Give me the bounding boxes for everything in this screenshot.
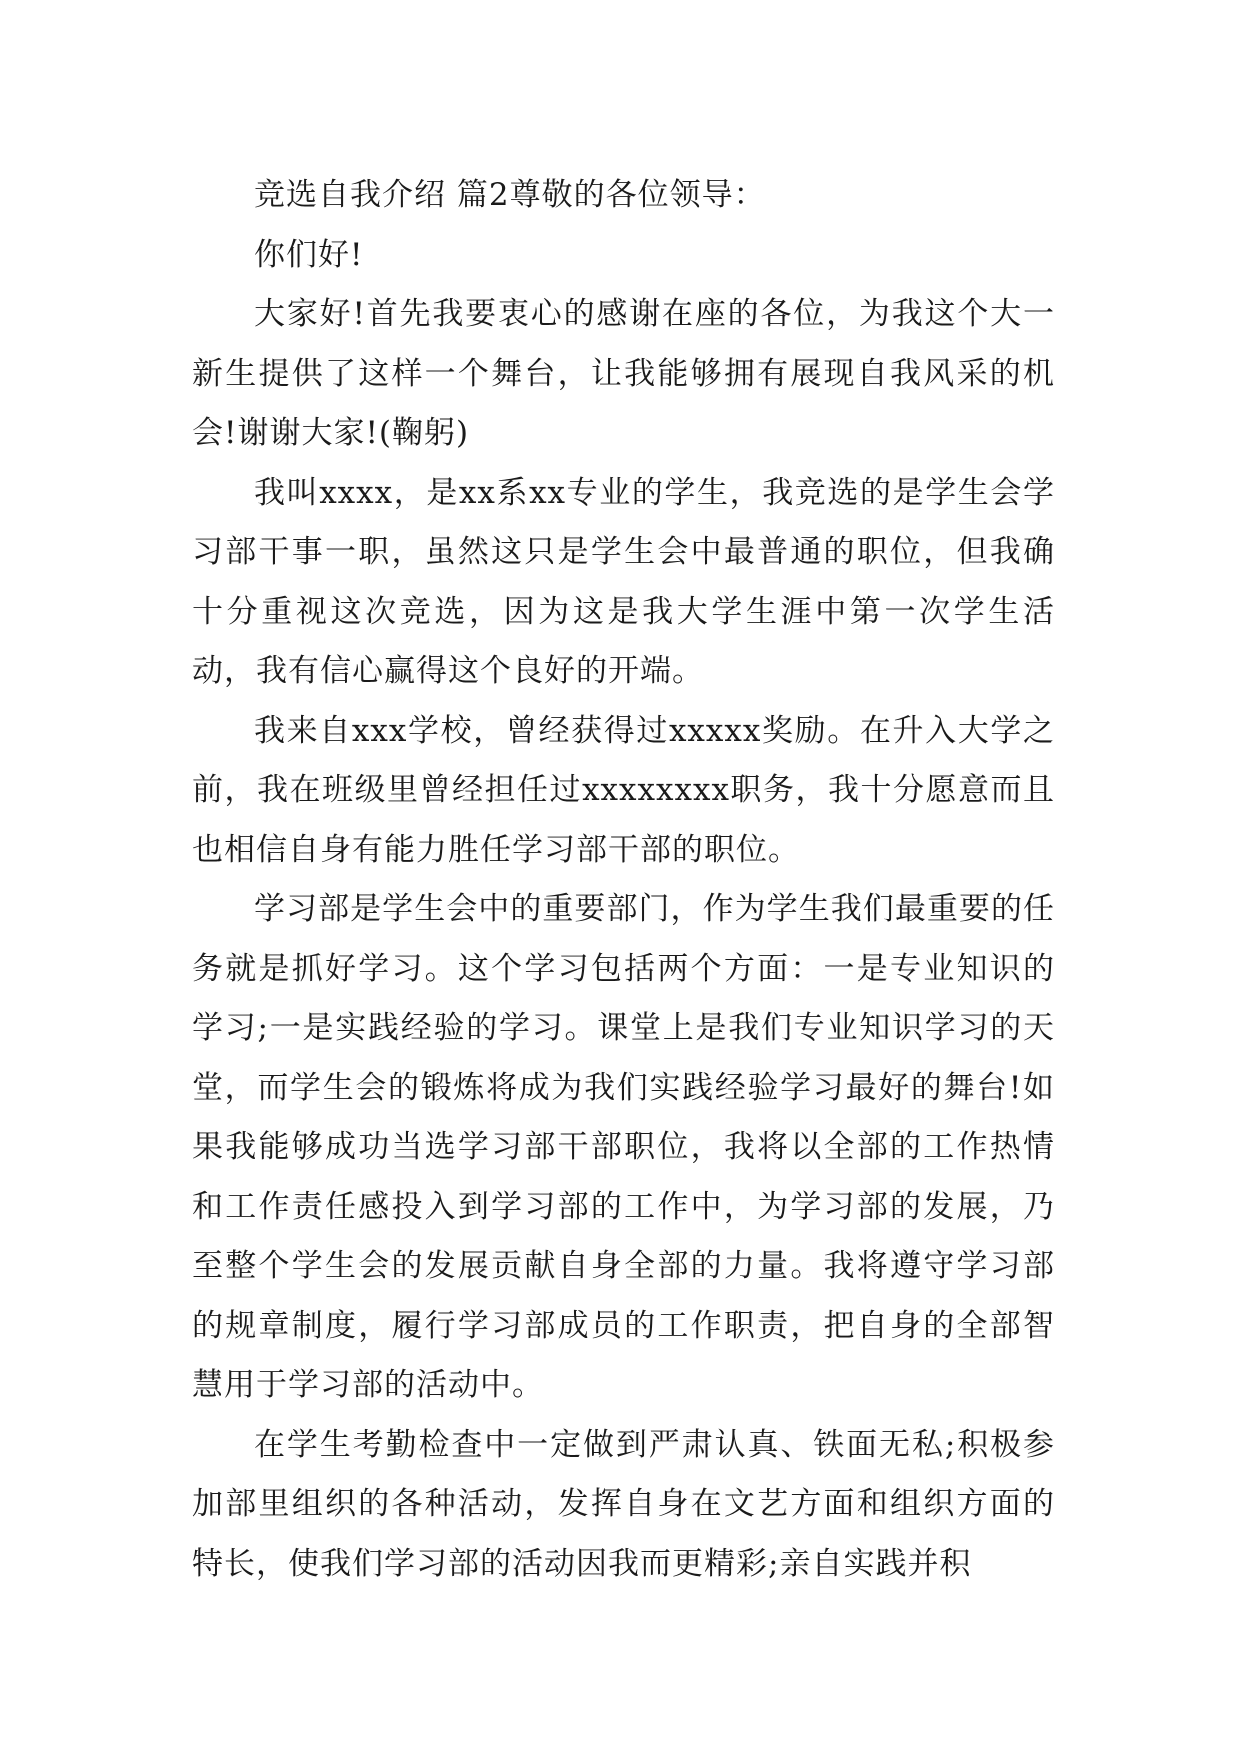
paragraph-greeting: 你们好! [254,236,364,273]
paragraph-commitments: 在学生考勤检查中一定做到严肃认真、铁面无私;积极参加部里组织的各种活动，发挥自身在文艺方面和组织方面的特长，使我们学习部的活动因我而更精彩;亲自实践并积 [192,1426,1055,1582]
paragraph-background: 我来自xxx学校，曾经获得过xxxxx奖励。在升入大学之前，我在班级里曾经担任过xxxxxxxx职务，我十分愿意而且也相信自身有能力胜任学习部干部的职位。 [192,712,1055,868]
paragraph-self-intro: 我叫xxxx，是xx系xx专业的学生，我竞选的是学生会学习部干事一职，虽然这只是学生会中最普通的职位，但我确十分重视这次竞选，因为这是我大学生涯中第一次学生活动，我有信心赢得这个良好的开端。 [192,474,1055,689]
paragraph-department-goals: 学习部是学生会中的重要部门，作为学生我们最重要的任务就是抓好学习。这个学习包括两个方面：一是专业知识的学习;一是实践经验的学习。课堂上是我们专业知识学习的天堂，而学生会的锻炼将成为我们实践经验学习最好的舞台!如果我能够成功当选学习部干部职位，我将以全部的工作热情和工作责任感投入到学习部的工作中，为学习部的发展，乃至整个学生会的发展贡献自身全部的力量。我将遵守学习部的规章制度，履行学习部成员的工作职责，把自身的全部智慧用于学习部的活动中。 [192,891,1055,1403]
paragraph-thanks: 大家好!首先我要衷心的感谢在座的各位，为我这个大一新生提供了这样一个舞台，让我能够拥有展现自我风采的机会!谢谢大家!(鞠躬) [192,296,1055,451]
paragraph-title-line: 竞选自我介绍 篇2尊敬的各位领导： [254,177,766,213]
document-page [192,166,1055,1594]
